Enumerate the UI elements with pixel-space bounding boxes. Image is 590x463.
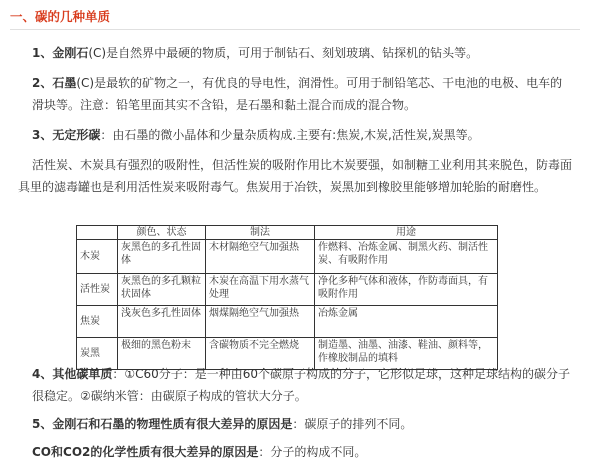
table-header-cell: 用途 [315,226,498,240]
paragraph-label: 1、金刚石 [32,46,89,60]
table-row [77,306,498,338]
paragraph-label: CO和CO2的化学性质有很大差异的原因是 [32,445,259,459]
table-cell-method: 含碳物质不完全燃烧 [206,338,315,370]
table-cell-name: 焦炭 [77,306,118,338]
table-cell-name: 活性炭 [77,274,118,306]
paragraph-other-carbon [32,363,572,407]
paragraph-graphite [32,72,572,116]
paragraph-text: ：由石墨的微小晶体和少量杂质构成.主要有:焦炭,木炭,活性炭,炭黑等。 [100,128,480,142]
paragraph-label: 4、其他碳单质 [32,367,113,381]
paragraph-label: 3、无定形碳 [32,128,101,142]
table-header-cell [77,226,118,240]
carbon-comparison-table [76,225,498,370]
table-cell-name: 炭黑 [77,338,118,370]
table-cell-state: 极细的黑色粉末 [118,338,206,370]
table-cell-state: 灰黑色的多孔性固体 [118,240,206,274]
paragraph-text: ：分子的构成不同。 [258,445,367,459]
table-header-cell: 制法 [206,226,315,240]
paragraph-diamond [32,42,572,64]
section-title: 一、碳的几种单质 [10,9,111,24]
paragraph-text: (C)是最软的矿物之一，有优良的导电性，润滑性。可用于制铅笔芯、干电池的电极、电车的滑块等。注意：铅笔里面其实不含铅，是石墨和黏土混合而成的混合物。 [32,76,563,112]
paragraph-label: 2、石墨 [32,76,77,90]
paragraph-co-co2 [32,441,572,463]
paragraph-text: ：碳原子的排列不同。 [292,417,413,431]
table-row [77,274,498,306]
table-header-cell: 颜色、状态 [118,226,206,240]
table-cell-state: 浅灰色多孔性固体 [118,306,206,338]
table-cell-state: 灰黑色的多孔颗粒状固体 [118,274,206,306]
paragraph-adsorption: 活性炭、木炭具有强烈的吸附性，但活性炭的吸附作用比木炭要强，如制糖工业利用其来脱色，防毒面具里的滤毒罐也是利用活性炭来吸附毒气。焦炭用于冶铁，炭黑加到橡胶里能够增加轮胎的耐磨性。 [18,158,573,194]
title-divider [10,29,580,30]
table-header-row [77,226,498,240]
table-cell-method: 烟煤隔绝空气加强热 [206,306,315,338]
table-cell-use: 作燃料、冶炼金属、制黑火药、制活性炭、有吸附作用 [315,240,498,274]
paragraph-text: (C)是自然界中最硬的物质，可用于制钻石、刻划玻璃、钻探机的钻头等。 [88,46,479,60]
table-cell-use: 制造墨、油墨、油漆、鞋油、颜料等，作橡胶制品的填料 [315,338,498,370]
table-cell-use: 冶炼金属 [315,306,498,338]
table-cell-method: 木炭在高温下用水蒸气处理 [206,274,315,306]
table-cell-method: 木材隔绝空气加强热 [206,240,315,274]
paragraph-structure-reason [32,413,572,435]
table-cell-use: 净化多种气体和液体，作防毒面具，有吸附作用 [315,274,498,306]
paragraph-label: 5、金刚石和石墨的物理性质有很大差异的原因是 [32,417,293,431]
table-row [77,240,498,274]
table-cell-name: 木炭 [77,240,118,274]
paragraph-amorphous-carbon [32,124,572,146]
paragraph-text: ：①C60分子：是一种由60个碳原子构成的分子，它形似足球，这种足球结构的碳分子很稳定。②碳纳米管：由碳原子构成的管状大分子。 [32,367,571,403]
